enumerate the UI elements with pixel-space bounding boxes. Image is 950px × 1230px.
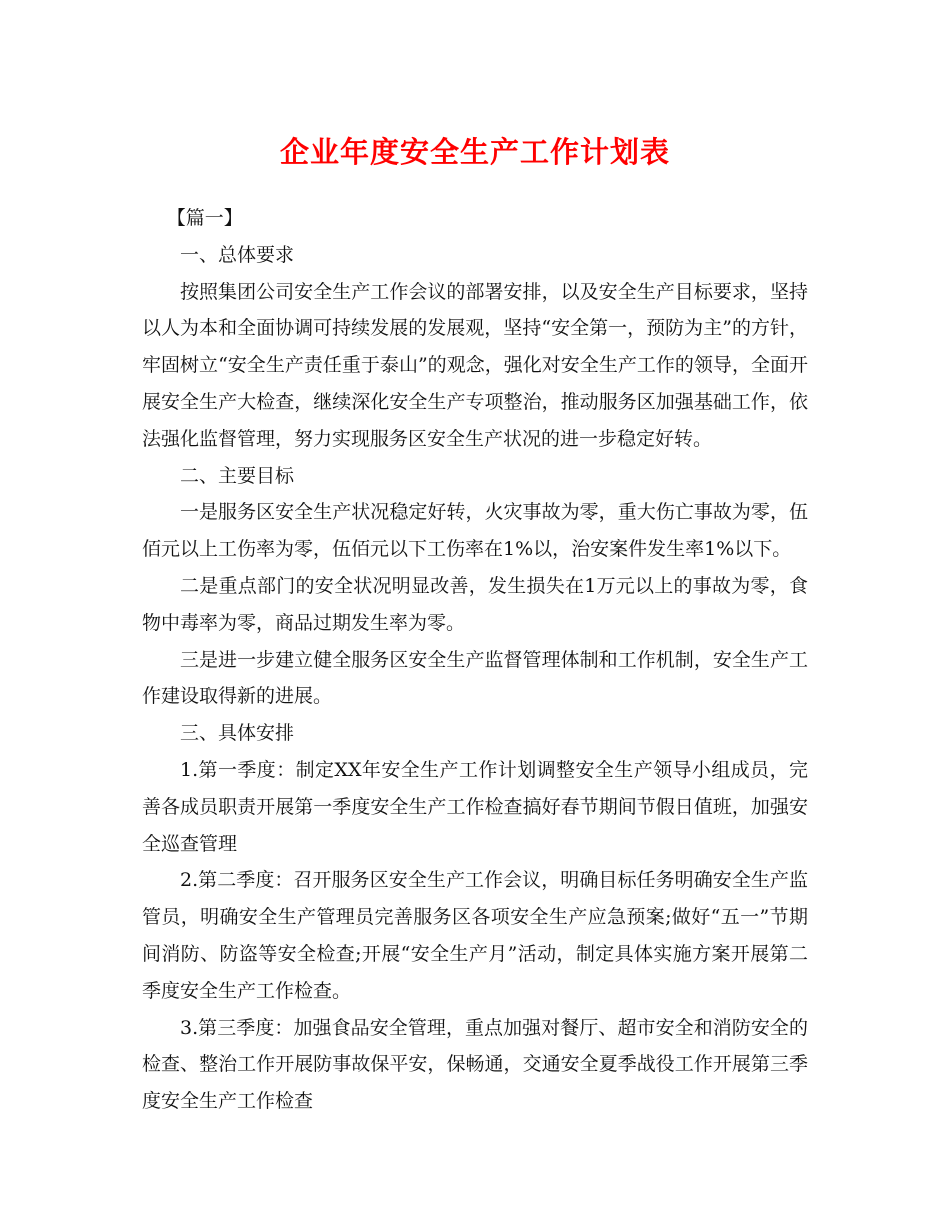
document-title: 企业年度安全生产工作计划表 [279,135,670,169]
paragraph: 一是服务区安全生产状况稳定好转，火灾事故为零，重大伤亡事故为零，伍佰元以上工伤率为零，伍佰元以下工伤率在1%以，治安案件发生率1%以下。 [142,501,808,561]
section-heading: 三、具体安排 [180,722,295,745]
paragraph: 2.第二季度：召开服务区安全生产工作会议，明确目标任务明确安全生产监管员，明确安全生产管理员完善服务区各项安全生产应急预案;做好“五一”节期间消防、防盗等安全检查;开展“安全生产月”活动，制定具体实施方案开展第二季度安全生产工作检查。 [142,869,808,1002]
paragraph: 三是进一步建立健全服务区安全生产监督管理体制和工作机制，安全生产工作建设取得新的进展。 [142,648,808,708]
paragraph: 二是重点部门的安全状况明显改善，发生损失在1万元以上的事故为零，食物中毒率为零，商品过期发生率为零。 [142,574,808,634]
document-body [142,200,808,1120]
section-heading: 一、总体要求 [180,243,295,266]
section-heading: 二、主要目标 [180,464,295,487]
part-label: 【篇一】 [166,207,243,229]
paragraph: 按照集团公司安全生产工作会议的部署安排，以及安全生产目标要求，坚持以人为本和全面协调可持续发展的发展观，坚持“安全第一，预防为主”的方针，牢固树立“安全生产责任重于泰山”的观念，强化对安全生产工作的领导，全面开展安全生产大检查，继续深化安全生产专项整治，推动服务区加强基础工作，依法强化监督管理，努力实现服务区安全生产状况的进一步稳定好转。 [142,280,808,450]
paragraph: 3.第三季度：加强食品安全管理，重点加强对餐厅、超市安全和消防安全的检查、整治工作开展防事故保平安，保畅通，交通安全夏季战役工作开展第三季度安全生产工作检查 [142,1016,808,1113]
paragraph: 1.第一季度：制定XX年安全生产工作计划调整安全生产领导小组成员，完善各成员职责开展第一季度安全生产工作检查搞好春节期间节假日值班，加强安全巡查管理 [142,758,808,855]
